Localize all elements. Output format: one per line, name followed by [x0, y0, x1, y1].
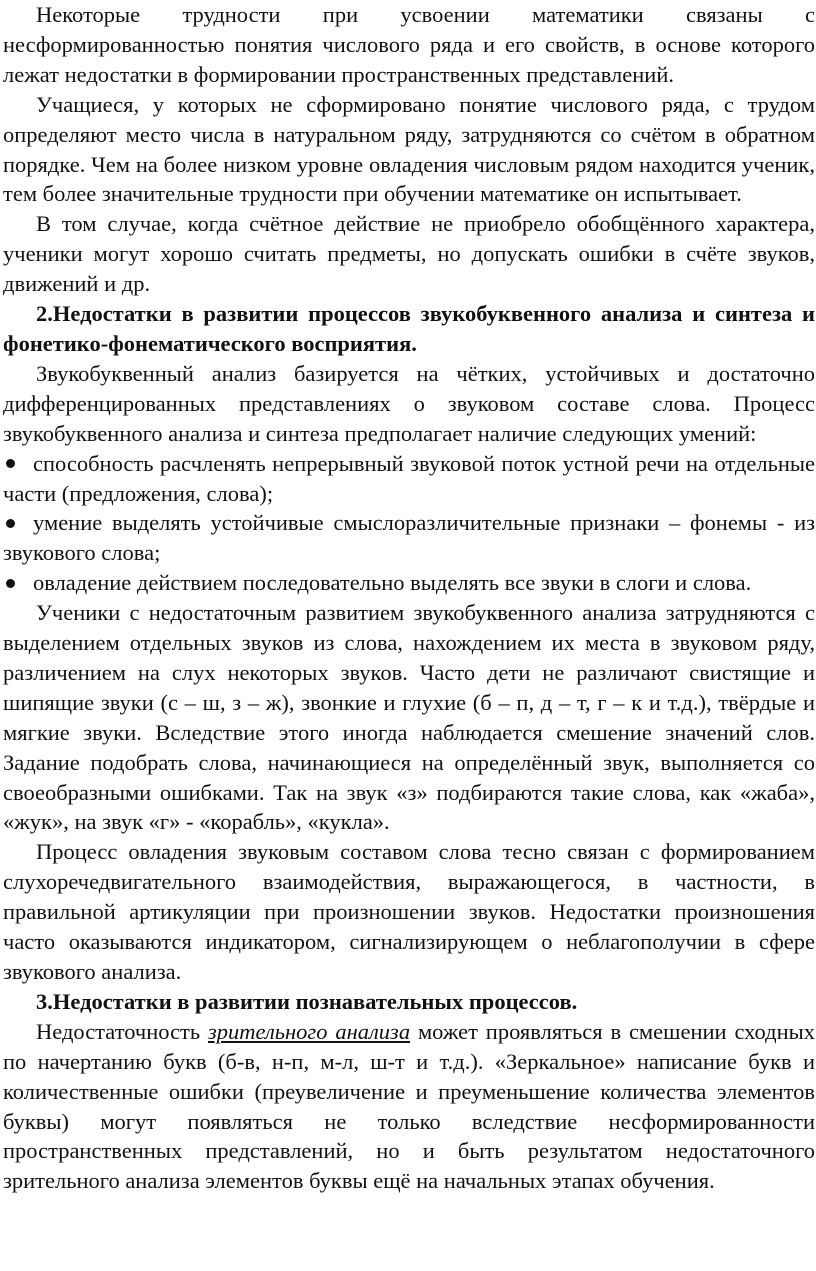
bullet-item: [3, 449, 815, 509]
bullet-item: [3, 508, 815, 568]
paragraph-sound-composition: Процесс овладения звуковым составом слова тесно связан с формированием слухоречедвигательного взаимодействия, выражающегося, в частности, в правильной артикуляции при произношении звуков. Недостатки произношения часто оказываются индикатором, сигнализирующем о неблагополучии в сфере звукового анализа.: [3, 839, 815, 984]
paragraph-students-number-series: Учащиеся, у которых не сформировано понятие числового ряда, с трудом определяют место числа в натуральном ряду, затрудняются со счётом в обратном порядке. Чем на более низком уровне овладения числовым рядом находится ученик, тем более значительные трудности при обучении математике он испытывает.: [3, 91, 815, 207]
paragraph-sound-letter-analysis: Звукобуквенный анализ базируется на чётких, устойчивых и достаточно дифференцированных представлениях о звуковом составе слова. Процесс звукобуквенного анализа и синтеза предполагает наличие следующих умений:: [3, 360, 815, 446]
paragraph-insufficient-analysis: Ученики с недостаточным развитием звукобуквенного анализа затрудняются с выделением отдельных звуков из слова, нахождением их места в звуковом ряду, различением на слух некоторых звуков. Часто дети не различают свистящие и шипящие звуки (с – ш, з – ж), звонкие и глухие (б – п, д – т, г – к и т.д.), твёрдые и мягкие звуки. Вследствие этого иногда наблюдается смешение значений слов. Задание подобрать слова, начинающиеся на определённый звук, выполняется со своеобразными ошибками. Так на звук «з» подбираются такие слова, как «жаба», «жук», на звук «г» - «корабль», «кукла».: [3, 600, 815, 835]
term-visual-analysis: зрительного анализа: [208, 1018, 411, 1044]
bullet-icon: [3, 449, 33, 479]
bullet-text: умение выделять устойчивые смыслоразличительные признаки – фонемы - из звукового слова;: [3, 510, 815, 566]
heading-section-2: 2.Недостатки в развитии процессов звукобуквенного анализа и синтеза и фонетико-фонематического восприятия.: [3, 301, 815, 356]
bullet-icon: [3, 508, 33, 538]
paragraph-visual-analysis-rest: может проявляться в смешении сходных по начертанию букв (б-в, н-п, м-л, ш-т и т.д.). «Зеркальное» написание букв и количественные ошибки (преувеличение и преуменьшение количества элементов буквы) могут появляться не только вследствие несформированности пространственных представлений, но и быть результатом недостаточного зрительного анализа элементов буквы ещё на начальных этапах обучения.: [3, 1018, 815, 1194]
bullet-text: овладение действием последовательно выделять все звуки в слоги и слова.: [33, 570, 752, 596]
heading-section-3: 3.Недостатки в развитии познавательных процессов.: [36, 988, 578, 1014]
paragraph-number-series: Некоторые трудности при усвоении математики связаны с несформированностью понятия числового ряда и его свойств, в основе которого лежат недостатки в формировании пространственных представлений.: [3, 2, 815, 87]
paragraph-visual-analysis-start: Недостаточность: [36, 1018, 209, 1044]
bullet-icon: [3, 568, 33, 598]
paragraph-counting-action: В том случае, когда счётное действие не приобрело обобщённого характера, ученики могут хорошо считать предметы, но допускать ошибки в счёте звуков, движений и др.: [3, 211, 815, 297]
bullet-item: [3, 568, 815, 598]
paragraph-visual-analysis: [3, 1017, 815, 1196]
bullet-text: способность расчленять непрерывный звуковой поток устной речи на отдельные части (предложения, слова);: [3, 450, 815, 506]
